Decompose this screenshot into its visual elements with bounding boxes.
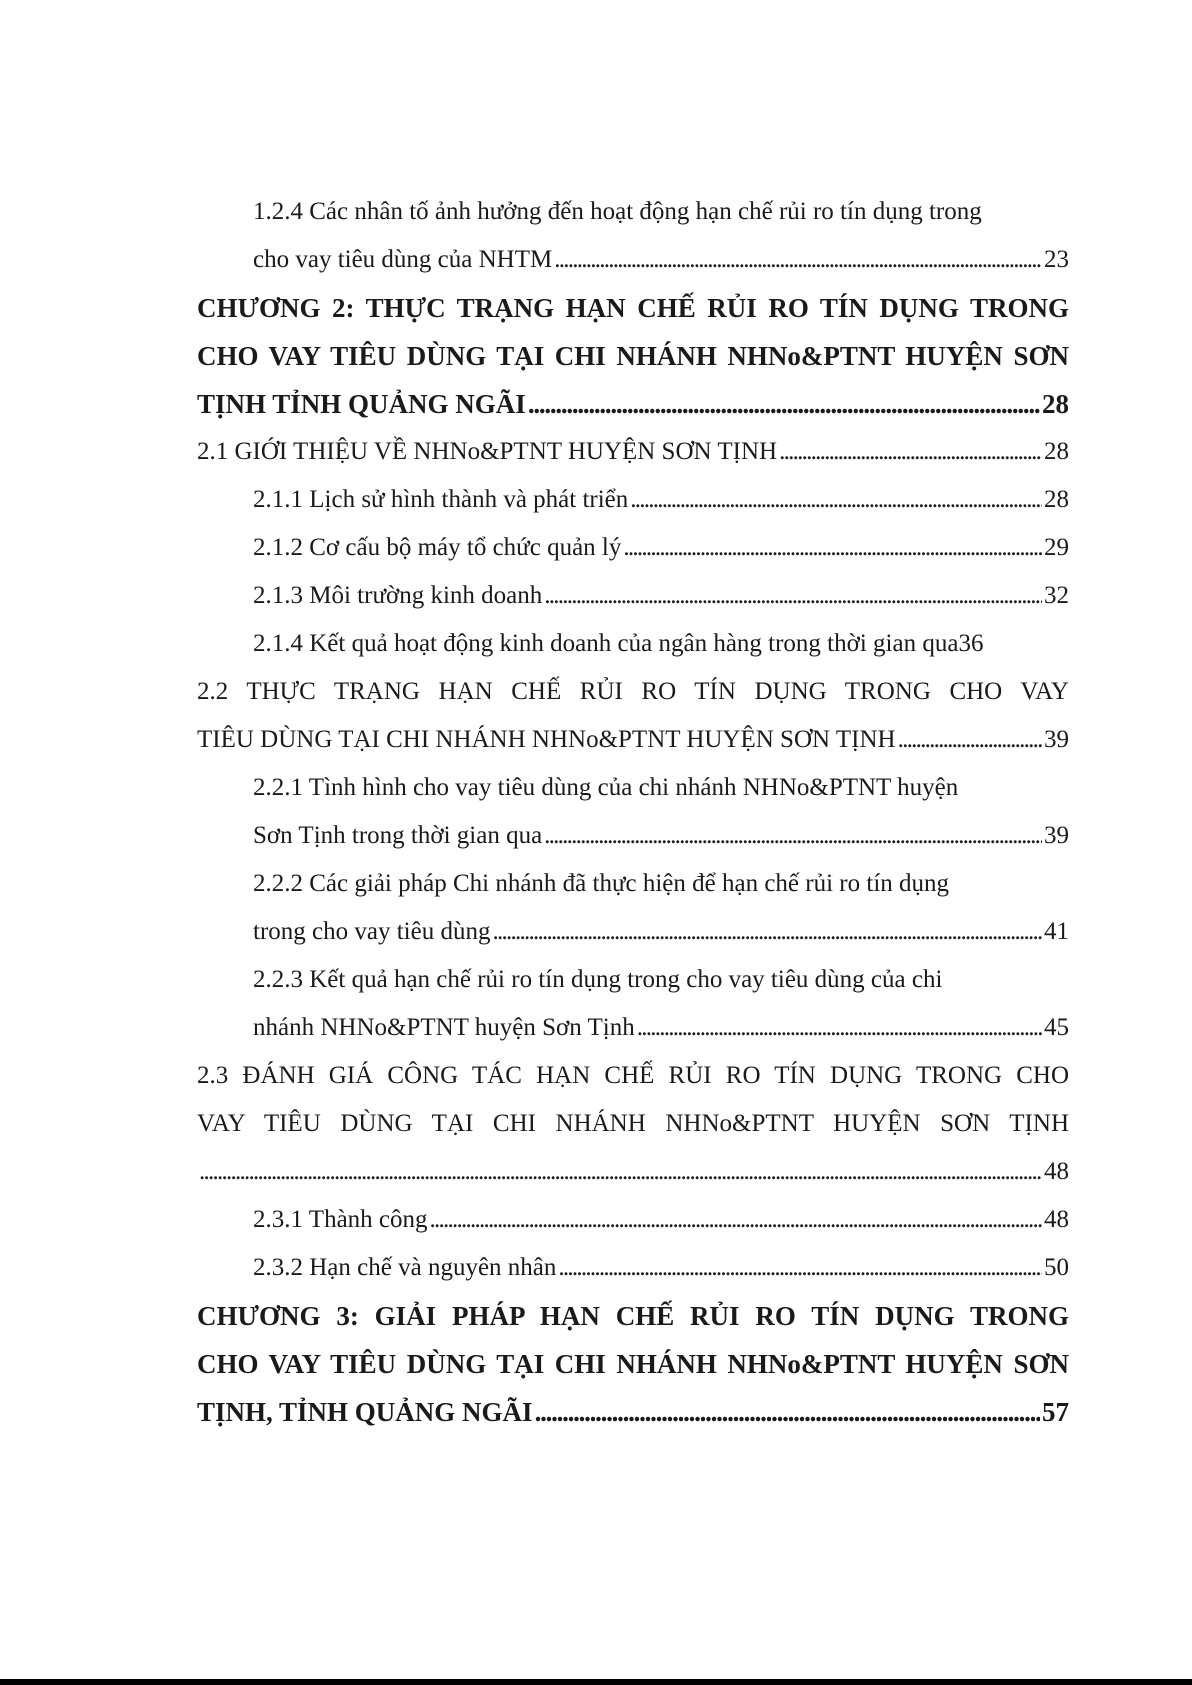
toc-chapter-3-line1: CHƯƠNG 3: GIẢI PHÁP HẠN CHẾ RỦI RO TÍN DỤNG TRONG <box>197 1301 1069 1331</box>
page-number: 39 <box>1044 726 1069 753</box>
leader-dots <box>898 716 1042 764</box>
toc-entry-2-2-2-line2: trong cho vay tiêu dùng . . . 41 <box>253 908 1069 956</box>
toc-entry-2-2-line1: 2.2 THỰC TRẠNG HẠN CHẾ RỦI RO TÍN DỤNG TRONG CHO VAY <box>197 678 1069 705</box>
leader-dots <box>528 380 1040 428</box>
toc-entry-2-3-line1: 2.3 ĐÁNH GIÁ CÔNG TÁC HẠN CHẾ RỦI RO TÍN DỤNG TRONG CHO <box>197 1062 1069 1089</box>
leader-dots <box>199 1148 1042 1196</box>
toc-chapter-3-line3: TỊNH, TỈNH QUẢNG NGÃI . . . 57 <box>197 1388 1069 1436</box>
page-number: 41 <box>1044 918 1069 945</box>
leader-dots <box>623 524 1042 572</box>
page-number: 29 <box>1044 534 1069 561</box>
leader-dots <box>558 1244 1042 1292</box>
page-number: 57 <box>1042 1397 1069 1427</box>
toc-entry-2-2-line2: TIÊU DÙNG TẠI CHI NHÁNH NHNo&PTNT HUYỆN SƠN TỊNH . . . 39 <box>197 716 1069 764</box>
page-number: 32 <box>1044 582 1069 609</box>
page-number: 23 <box>1044 246 1069 273</box>
toc-entry-2-1: 2.1 GIỚI THIỆU VỀ NHNo&PTNT HUYỆN SƠN TỊNH . . . 28 <box>197 428 1069 476</box>
leader-dots <box>637 1004 1042 1052</box>
toc-entry-2-2-3-line2: nhánh NHNo&PTNT huyện Sơn Tịnh . . . 45 <box>253 1004 1069 1052</box>
page-number: 48 <box>1044 1206 1069 1233</box>
toc-entry-2-2-1-line2: Sơn Tịnh trong thời gian qua . . . 39 <box>253 812 1069 860</box>
page-number: 50 <box>1044 1254 1069 1281</box>
page-number: 39 <box>1044 822 1069 849</box>
toc-chapter-2-line3: TỊNH TỈNH QUẢNG NGÃI . . . 28 <box>197 380 1069 428</box>
page-number: 28 <box>1042 389 1069 419</box>
toc-chapter-2-line2: CHO VAY TIÊU DÙNG TẠI CHI NHÁNH NHNo&PTNT HUYỆN SƠN <box>197 341 1069 371</box>
toc-chapter-2-line1: CHƯƠNG 2: THỰC TRẠNG HẠN CHẾ RỦI RO TÍN DỤNG TRONG <box>197 293 1069 323</box>
toc-entry-2-3-2: 2.3.2 Hạn chế và nguyên nhân . . . 50 <box>253 1244 1069 1292</box>
toc-entry-2-3-1: 2.3.1 Thành công . . . 48 <box>253 1196 1069 1244</box>
leader-dots <box>544 812 1042 860</box>
leader-dots <box>430 1196 1042 1244</box>
toc-chapter-3-line2: CHO VAY TIÊU DÙNG TẠI CHI NHÁNH NHNo&PTNT HUYỆN SƠN <box>197 1349 1069 1379</box>
toc-entry-2-1-4: 2.1.4 Kết quả hoạt động kinh doanh của ngân hàng trong thời gian qua 36 <box>253 620 1069 668</box>
toc-entry-2-3-line3 <box>197 1148 1069 1196</box>
page-number: 36 <box>958 630 984 657</box>
page-number: 45 <box>1044 1014 1069 1041</box>
toc-entry-2-2-1-line1: 2.2.1 Tình hình cho vay tiêu dùng của chi nhánh NHNo&PTNT huyện <box>253 774 959 801</box>
leader-dots <box>779 428 1042 476</box>
toc-entry-2-1-2: 2.1.2 Cơ cấu bộ máy tổ chức quản lý . . . 29 <box>253 524 1069 572</box>
toc-entry-2-2-2-line1: 2.2.2 Các giải pháp Chi nhánh đã thực hiện để hạn chế rủi ro tín dụng <box>253 870 950 897</box>
leader-dots <box>554 236 1042 284</box>
toc-entry-2-3-line2: VAY TIÊU DÙNG TẠI CHI NHÁNH NHNo&PTNT HUYỆN SƠN TỊNH <box>197 1110 1069 1137</box>
leader-dots <box>630 476 1042 524</box>
table-of-contents <box>197 188 1069 1436</box>
toc-entry-2-1-3: 2.1.3 Môi trường kinh doanh . . . 32 <box>253 572 1069 620</box>
leader-dots <box>535 1388 1040 1436</box>
toc-entry-1-2-4-line2: cho vay tiêu dùng của NHTM . . . 23 <box>253 236 1069 284</box>
leader-dots <box>544 572 1042 620</box>
toc-entry-1-2-4-line1: 1.2.4 Các nhân tố ảnh hưởng đến hoạt động hạn chế rủi ro tín dụng trong <box>253 198 982 225</box>
page-number: 28 <box>1044 438 1069 465</box>
page-bottom-edge <box>0 1679 1192 1685</box>
leader-dots <box>492 908 1042 956</box>
page-number: 48 <box>1044 1158 1069 1185</box>
page-number: 28 <box>1044 486 1069 513</box>
toc-entry-2-2-3-line1: 2.2.3 Kết quả hạn chế rủi ro tín dụng trong cho vay tiêu dùng của chi <box>253 966 943 993</box>
toc-entry-2-1-1: 2.1.1 Lịch sử hình thành và phát triển . . . 28 <box>253 476 1069 524</box>
